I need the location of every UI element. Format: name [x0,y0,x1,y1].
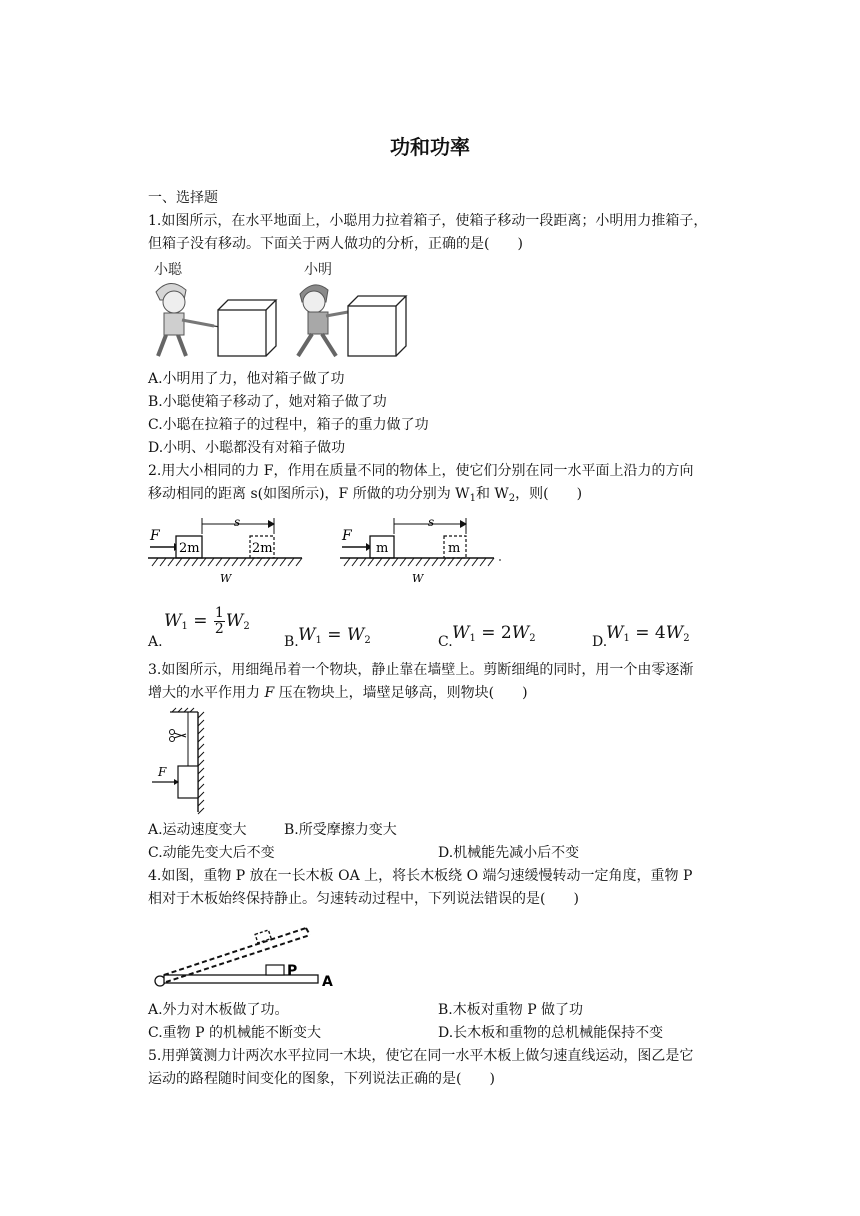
q3-option-b: B.所受摩擦力变大 [284,822,397,838]
q2-stem-line1: 2.用大小相同的力 F，作用在质量不同的物体上，使它们分别在同一水平面上沿力的方向 [148,463,694,479]
q4-option-a: A.外力对木板做了功。 [148,1002,289,1018]
page-title: 功和功率 [390,135,470,159]
q2-option-a-letter: A. [148,634,163,650]
svg-text:s: s [428,515,435,529]
svg-text:F: F [342,528,352,544]
svg-text:m: m [448,541,461,556]
q3-option-d: D.机械能先减小后不变 [438,845,580,861]
q5-stem-line1: 5.用弹簧测力计两次水平拉同一木块，使它在同一水平木板上做匀速直线运动，图乙是它 [148,1048,694,1064]
box-right [348,296,406,356]
svg-text:2m: 2m [252,541,273,556]
q2-option-d-letter: D. [592,634,608,650]
q2-option-b-formula: $W_1 = W_2$ [298,625,371,646]
q1-label-xiaocong: 小聪 [154,262,182,278]
q4-stem-line2: 相对于木板始终保持静止。匀速转动过程中，下列说法错误的是( ) [148,891,579,907]
q3-option-a: A.运动速度变大 [148,822,247,838]
q2-figure-right [340,514,504,586]
boy-pushing-figure [298,285,348,356]
q2-option-c-formula: $W_1 = 2W_2$ [452,623,536,644]
q3-stem-line2: 增大的水平作用力 F 压在物块上，墙壁足够高，则物块( ) [148,685,528,701]
q4-option-c: C.重物 P 的机械能不断变大 [148,1025,321,1041]
svg-text:W: W [220,572,232,585]
q3-option-c: C.动能先变大后不变 [148,845,275,861]
svg-text:A: A [322,974,333,990]
q3-stem-line1: 3.如图所示，用细绳吊着一个物块，静止靠在墙壁上。剪断细绳的同时，用一个由零逐渐 [148,662,694,678]
svg-text:F: F [158,765,167,779]
section-heading: 一、选择题 [148,190,218,206]
q1-figure [148,258,408,362]
q1-option-b: B.小聪使箱子移动了，她对箱子做了功 [148,394,387,410]
svg-text:2m: 2m [179,541,200,556]
q3-figure [148,708,212,816]
q2-option-d-formula: $W_1 = 4W_2$ [606,623,690,644]
svg-text:m: m [376,541,389,556]
q4-option-b: B.木板对重物 P 做了功 [438,1002,584,1018]
q2-option-b-letter: B. [284,634,299,650]
girl-pulling-figure [156,283,214,356]
q2-option-a-formula: $W_1$ = $\frac{1}{2}$ $W_2$ [164,605,250,637]
q1-label-xiaoming: 小明 [304,262,332,278]
svg-text:F: F [150,528,160,544]
q1-option-a: A.小明用了力，他对箱子做了功 [148,371,345,387]
q2-stem-line2: 移动相同的距离 s(如图所示)，F 所做的功分别为 $W_1$和 $W_2$，则( ) [148,486,583,504]
q4-option-d: D.长木板和重物的总机械能保持不变 [438,1025,664,1041]
scissors-icon [170,730,187,742]
q1-stem-line2: 但箱子没有移动。下面关于两人做功的分析，正确的是( ) [148,236,523,252]
q4-stem-line1: 4.如图，重物 P 放在一长木板 OA 上，将长木板绕 O 端匀速缓慢转动一定角度，重物 P [148,868,693,884]
svg-text:W: W [412,572,424,585]
box-left [218,300,276,356]
q2-figure-left [148,514,308,586]
q1-option-c: C.小聪在拉箱子的过程中，箱子的重力做了功 [148,417,429,433]
svg-text:s: s [234,515,241,529]
svg-text:P: P [287,963,298,979]
q5-stem-line2: 运动的路程随时间变化的图象，下列说法正确的是( ) [148,1071,495,1087]
q1-stem-line1: 1.如图所示，在水平地面上，小聪用力拉着箱子，使箱子移动一段距离；小明用力推箱子， [148,213,708,229]
q2-option-c-letter: C. [438,634,453,650]
q1-option-d: D.小明、小聪都没有对箱子做功 [148,440,346,456]
q4-figure [150,920,340,994]
